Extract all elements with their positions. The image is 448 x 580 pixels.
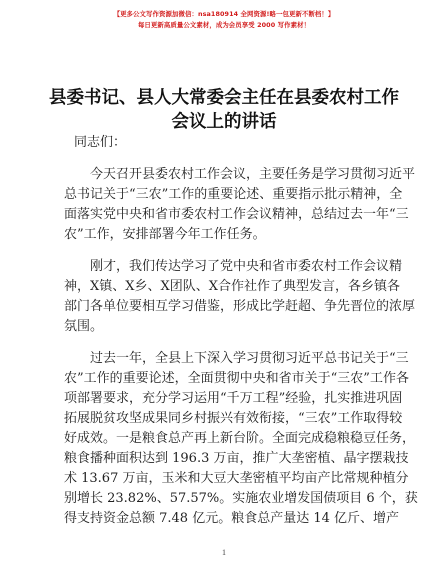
text-line: 神，X镇、X乡、X团队、X合作社作了典型发言，各乡镇各 (64, 279, 401, 294)
text-line: 项部署要求，充分学习运用“千万工程”经验，扎实推进巩固 (64, 391, 403, 406)
paragraph (64, 165, 416, 245)
text-line: 过去一年，全县上下深入学习贯彻习近平总书记关于“三 (90, 351, 409, 366)
text-line: 别增长 23.82%、57.57%。实施农业增发国债项目 6 个，获 (64, 491, 418, 506)
document-body (64, 133, 418, 529)
text-line: 面落实党中央和省市委农村工作会议精神，总结过去一年“三 (64, 207, 409, 222)
text-line: 拓展脱贫攻坚成果同乡村振兴有效衔接，“三农”工作取得较 (64, 411, 403, 426)
text-line: 部门各单位要相互学习借鉴，形成比学赶超、争先晋位的浓厚 (64, 299, 416, 314)
promo-line-2: 每日更新高质量公文素材，成为会员享受 2000 写作素材！ (137, 21, 311, 29)
text-line: 好成效。一是粮食总产再上新台阶。全面完成稳粮稳豆任务， (64, 431, 416, 446)
promo-line-1: 【更多公文写作资源加微信：nsa180914 全网资源!略一包更新不断档！】 (113, 10, 335, 18)
paragraph (64, 257, 416, 337)
text-line: 刚才，我们传达学习了党中央和省市委农村工作会议精 (90, 259, 403, 274)
text-line: 氛围。 (64, 319, 104, 334)
salutation: 同志们： (74, 135, 127, 150)
text-line: 得支持资金总额 7.48 亿元。粮食总产量达 14 亿斤、增产 (64, 511, 400, 526)
text-line: 总书记关于“三农”工作的重要论述、重要指示批示精神，全 (64, 187, 403, 202)
paragraph (64, 349, 418, 529)
text-line: 农”工作的重要论述，全面贯彻中央和省市关于“三农”工作各 (64, 371, 409, 386)
document-title (40, 86, 408, 134)
page-number: 1 (222, 548, 226, 557)
text-line: 粮食播种面积达到 196.3 万亩，推广大垄密植、晶字摆栽技 (64, 451, 409, 466)
promo-banner (0, 9, 448, 31)
title-line-2: 会议上的讲话 (171, 112, 277, 132)
title-line-1: 县委书记、县人大常委会主任在县委农村工作 (49, 88, 399, 108)
text-line: 术 13.67 万亩，玉米和大豆大垄密植平均亩产比常规种植分 (64, 471, 409, 486)
text-line: 今天召开县委农村工作会议，主要任务是学习贯彻习近平 (90, 167, 416, 182)
text-line: 农”工作，安排部署今年工作任务。 (64, 227, 266, 242)
